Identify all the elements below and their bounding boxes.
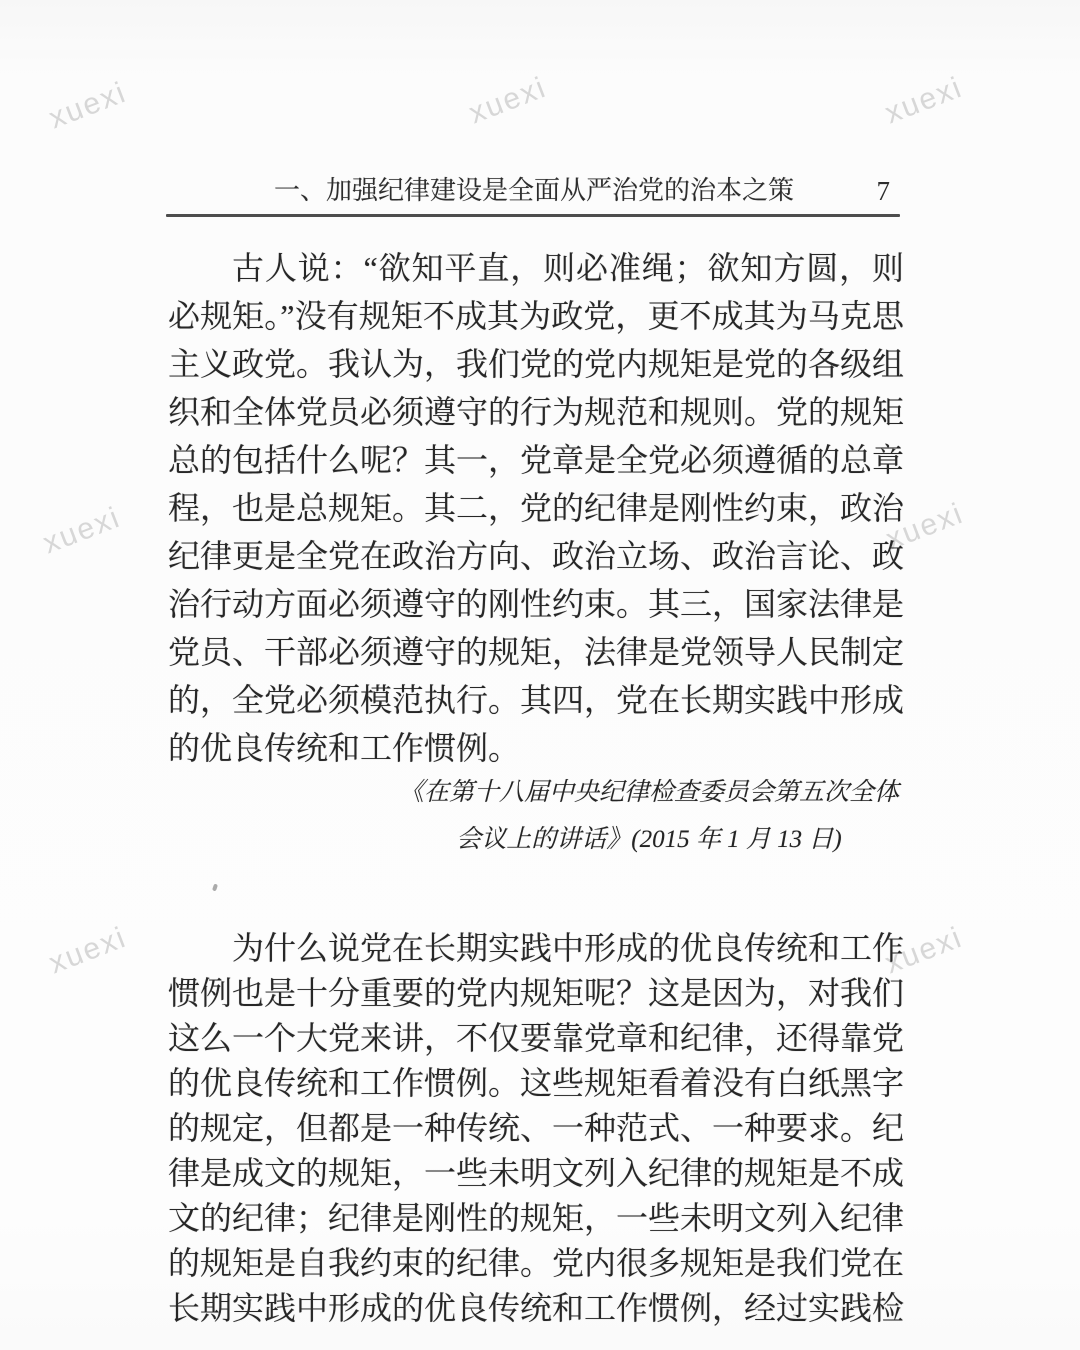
- page-number: 7: [876, 176, 890, 206]
- paragraph-quotation: 古人说：“欲知平直，则必准绳；欲知方圆，则必规矩。”没有规矩不成其为政党，更不成其为马克思主义政党。我认为，我们党的党内规矩是党的各级组织和全体党员必须遵守的行为规范和规则。党的规矩总的包括什么呢？其一，党章是全党必须遵循的总章程，也是总规矩。其二，党的纪律是刚性约束，政治纪律更是全党在政治方向、政治立场、政治言论、政治行动方面必须遵守的刚性约束。其三，国家法律是党员、干部必须遵守的规矩，法律是党领导人民制定的，全党必须模范执行。其四，党在长期实践中形成的优良传统和工作惯例。: [168, 250, 905, 766]
- watermark: xuexi: [38, 500, 126, 561]
- scan-speck: [212, 884, 218, 892]
- watermark: xuexi: [881, 496, 969, 557]
- watermark: xuexi: [44, 75, 132, 136]
- citation-source: 《在第十八届中央纪律检查委员会第五次全体会议上的讲话》(2015 年 1 月 13 日): [398, 779, 899, 853]
- header-rule: [166, 214, 900, 217]
- watermark: xuexi: [880, 70, 968, 131]
- watermark: xuexi: [464, 70, 552, 131]
- running-header: [168, 172, 900, 210]
- running-header-title: 一、加强纪律建设是全面从严治党的治本之策: [273, 176, 794, 205]
- watermark: xuexi: [880, 920, 968, 981]
- paragraph-commentary: 为什么说党在长期实践中形成的优良传统和工作惯例也是十分重要的党内规矩呢？这是因为，对我们这么一个大党来讲，不仅要靠党章和纪律，还得靠党的优良传统和工作惯例。这些规矩看着没有白纸黑字的规定，但都是一种传统、一种范式、一种要求。纪律是成文的规矩，一些未明文列入纪律的规矩是不成文的纪律；纪律是刚性的规矩，一些未明文列入纪律的规矩是自我约束的纪律。党内很多规矩是我们党在长期实践中形成的优良传统和工作惯例，经过实践检: [168, 930, 905, 1326]
- watermark: xuexi: [44, 920, 132, 981]
